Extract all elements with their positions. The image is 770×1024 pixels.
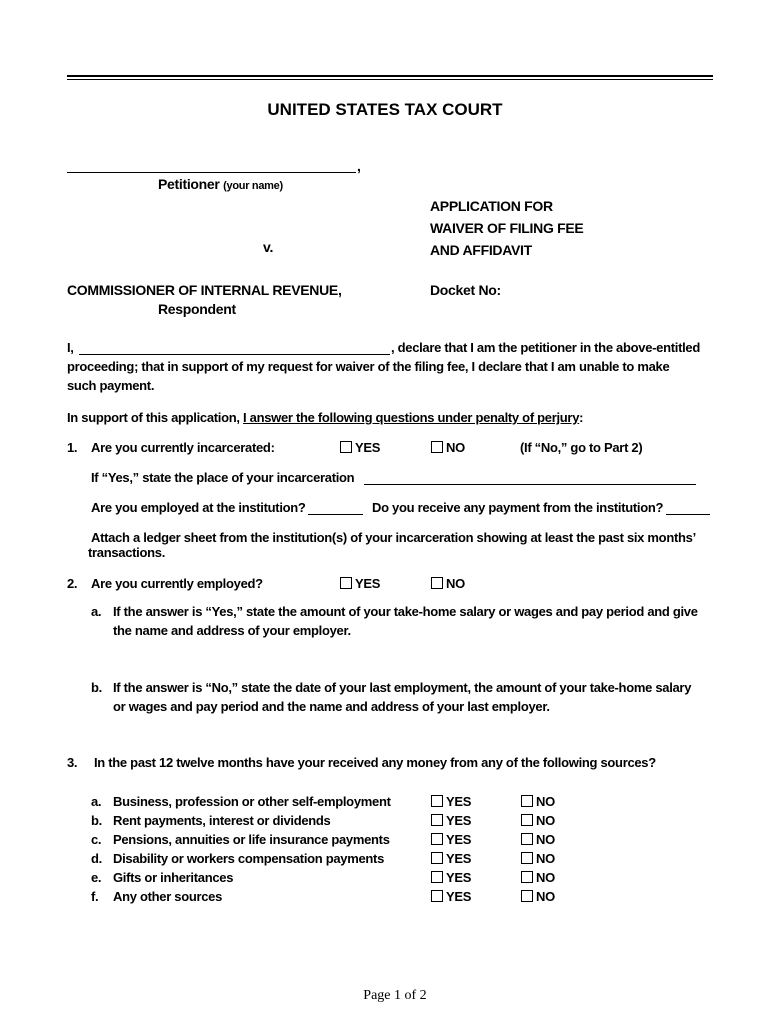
q3-items xyxy=(91,792,391,906)
page-number: Page 1 of 2 xyxy=(363,988,427,1003)
declaration-prefix: I, xyxy=(67,340,74,355)
header-rule-thin xyxy=(67,79,713,80)
q1-note: (If “No,” go to Part 2) xyxy=(520,440,643,455)
q2a-line-1: If the answer is “Yes,” state the amount of your take-home salary or wages and pay period and give xyxy=(113,604,698,619)
checkbox-icon[interactable] xyxy=(521,795,533,807)
checkbox-icon[interactable] xyxy=(431,795,443,807)
q3-yes-option[interactable]: YES xyxy=(431,887,471,906)
petitioner-label: Petitioner (your name) xyxy=(158,176,283,192)
q2b-line-2: or wages and pay period and the name and address of your last employer. xyxy=(113,699,550,714)
court-title: UNITED STATES TAX COURT xyxy=(267,100,503,119)
declaration-text: , declare that I am the petitioner in the above-entitled xyxy=(391,340,700,355)
q3-no-option[interactable]: NO xyxy=(521,887,555,906)
list-item: e. Gifts or inheritances xyxy=(91,870,234,885)
list-item: a. Business, profession or other self-employment xyxy=(91,794,391,809)
declaration-line-3: such payment. xyxy=(67,378,155,393)
q1-place-prompt: If “Yes,” state the place of your incarceration xyxy=(91,470,355,485)
q3-no-column xyxy=(521,792,555,906)
q3-no-option[interactable]: NO xyxy=(521,811,555,830)
respondent-name: COMMISSIONER OF INTERNAL REVENUE, xyxy=(67,282,342,298)
q2a-letter: a. xyxy=(91,604,102,619)
q2b-letter: b. xyxy=(91,680,102,695)
petitioner-comma: , xyxy=(357,158,361,174)
incarceration-place-field[interactable] xyxy=(364,484,696,485)
q1-question: Are you currently incarcerated: xyxy=(91,440,275,455)
checkbox-icon[interactable] xyxy=(431,577,443,589)
checkbox-icon[interactable] xyxy=(521,814,533,826)
checkbox-icon[interactable] xyxy=(340,441,352,453)
q1-ledger-line-1: Attach a ledger sheet from the institution(s) of your incarceration showing at least the past six months’ xyxy=(91,530,696,545)
q2-number: 2. xyxy=(67,576,78,591)
list-item: d. Disability or workers compensation payments xyxy=(91,851,385,866)
q3-no-option[interactable]: NO xyxy=(521,792,555,811)
q2-question: Are you currently employed? xyxy=(91,576,263,591)
q3-question: In the past 12 twelve months have your received any money from any of the following sources? xyxy=(94,755,656,770)
respondent-label: Respondent xyxy=(158,301,236,317)
checkbox-icon[interactable] xyxy=(521,852,533,864)
q3-no-option[interactable]: NO xyxy=(521,830,555,849)
q3-yes-column xyxy=(431,792,471,906)
q1-number: 1. xyxy=(67,440,78,455)
docket-label: Docket No: xyxy=(430,282,501,298)
q2-yes[interactable]: YES xyxy=(340,576,380,591)
checkbox-icon[interactable] xyxy=(521,871,533,883)
list-item: f. Any other sources xyxy=(91,889,223,904)
q3-yes-option[interactable]: YES xyxy=(431,868,471,887)
q3-number: 3. xyxy=(67,755,78,770)
q1-ledger-line-2: transactions. xyxy=(88,545,166,560)
checkbox-icon[interactable] xyxy=(340,577,352,589)
q3-yes-option[interactable]: YES xyxy=(431,830,471,849)
application-title: APPLICATION FOR WAIVER OF FILING FEE AND AFFIDAVIT xyxy=(430,198,584,258)
q2b-line-1: If the answer is “No,” state the date of your last employment, the amount of your take-home salary xyxy=(113,680,692,695)
list-item: c. Pensions, annuities or life insurance payments xyxy=(91,832,390,847)
q3-yes-option[interactable]: YES xyxy=(431,811,471,830)
q1-employed-prompt: Are you employed at the institution? xyxy=(91,500,306,515)
petitioner-name-field[interactable] xyxy=(67,172,356,173)
checkbox-icon[interactable] xyxy=(431,441,443,453)
q1-no[interactable]: NO xyxy=(431,440,465,455)
q2-no[interactable]: NO xyxy=(431,576,465,591)
q1-yes[interactable]: YES xyxy=(340,440,380,455)
checkbox-icon[interactable] xyxy=(431,852,443,864)
institution-payment-field[interactable] xyxy=(666,514,710,515)
checkbox-icon[interactable] xyxy=(521,833,533,845)
checkbox-icon[interactable] xyxy=(521,890,533,902)
checkbox-icon[interactable] xyxy=(431,814,443,826)
list-item: b. Rent payments, interest or dividends xyxy=(91,813,331,828)
checkbox-icon[interactable] xyxy=(431,871,443,883)
q3-no-option[interactable]: NO xyxy=(521,868,555,887)
support-statement: In support of this application, I answer the following questions under penalty of perjury: xyxy=(67,410,584,425)
q3-no-option[interactable]: NO xyxy=(521,849,555,868)
checkbox-icon[interactable] xyxy=(431,833,443,845)
declarant-name-field[interactable] xyxy=(79,354,390,355)
institution-employed-field[interactable] xyxy=(308,514,363,515)
checkbox-icon[interactable] xyxy=(431,890,443,902)
declaration-line-2: proceeding; that in support of my request for waiver of the filing fee, I declare that I am unable to make xyxy=(67,359,670,374)
q2a-line-2: the name and address of your employer. xyxy=(113,623,351,638)
q3-yes-option[interactable]: YES xyxy=(431,849,471,868)
q1-payment-prompt: Do you receive any payment from the institution? xyxy=(372,500,664,515)
header-rule xyxy=(67,75,713,77)
versus: v. xyxy=(263,239,274,255)
q3-yes-option[interactable]: YES xyxy=(431,792,471,811)
